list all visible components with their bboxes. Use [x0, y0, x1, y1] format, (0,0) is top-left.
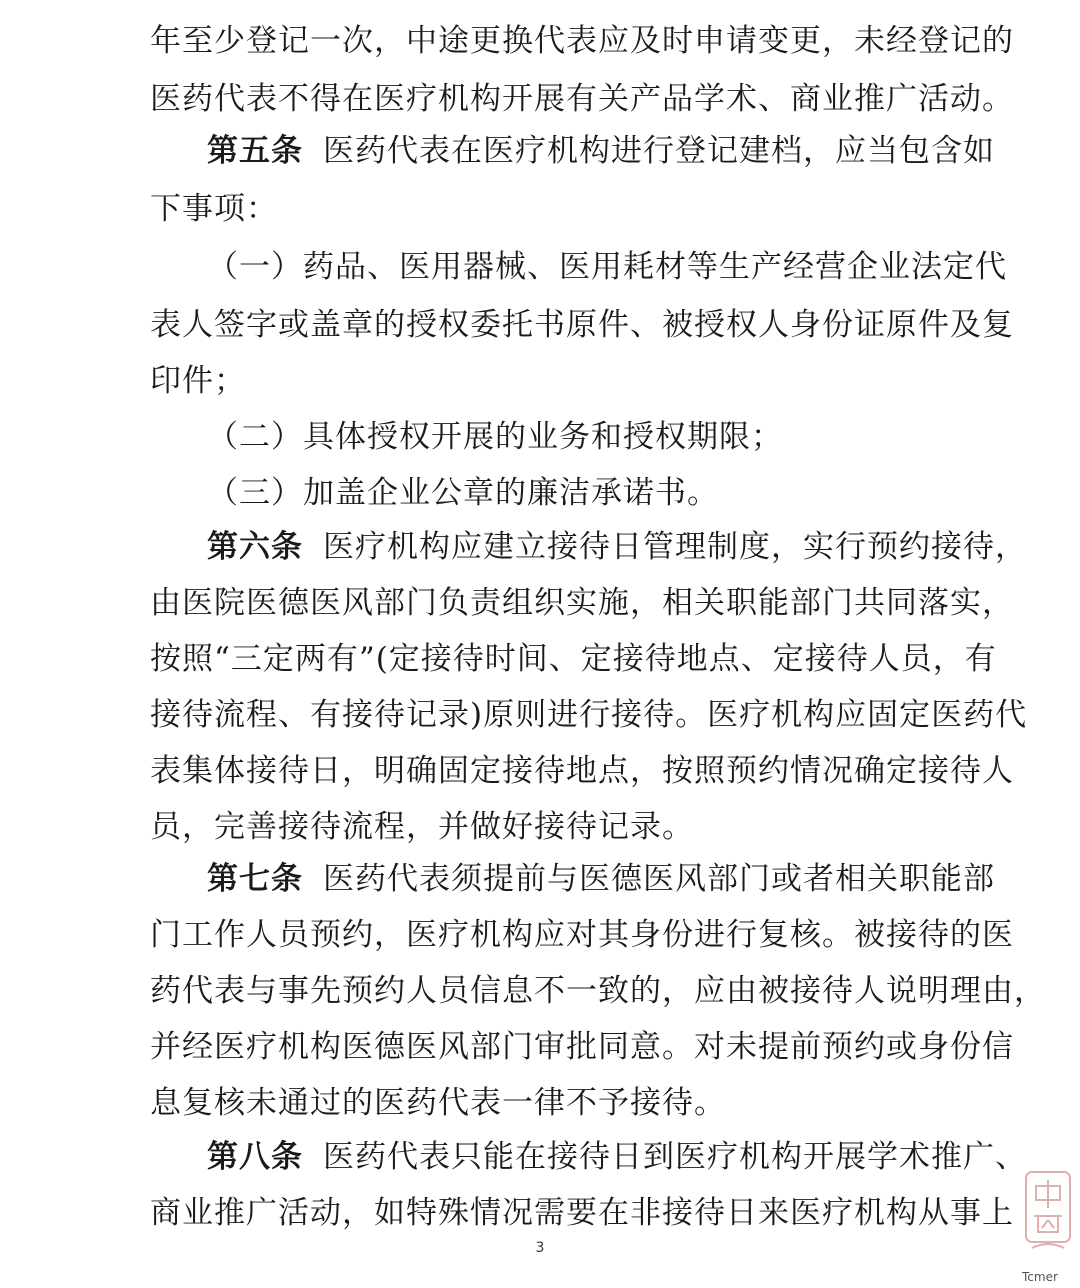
text-line: 接待流程、有接待记录)原则进行接待。医疗机构应固定医药代 — [150, 697, 1028, 733]
article-heading: 第八条 — [207, 1139, 303, 1175]
article-heading: 第七条 — [207, 861, 303, 897]
text-line: 医药代表须提前与医德医风部门或者相关职能部 — [323, 861, 995, 897]
text-line: 医药代表不得在医疗机构开展有关产品学术、商业推广活动。 — [150, 81, 1014, 117]
text-line: 息复核未通过的医药代表一律不予接待。 — [150, 1085, 726, 1121]
text-line: 年至少登记一次，中途更换代表应及时申请变更，未经登记的 — [150, 23, 1014, 59]
text-line: （一）药品、医用器械、医用耗材等生产经营企业法定代 — [207, 249, 1007, 285]
article-line — [207, 850, 995, 908]
watermark: Tcmer — [1022, 1270, 1058, 1284]
text-line: 医药代表在医疗机构进行登记建档，应当包含如 — [323, 133, 995, 169]
text-line: 表人签字或盖章的授权委托书原件、被授权人身份证原件及复 — [150, 307, 1014, 343]
text-line: 表集体接待日，明确固定接待地点，按照预约情况确定接待人 — [150, 753, 1014, 789]
text-line: （三）加盖企业公章的廉洁承诺书。 — [207, 475, 719, 511]
seal-logo — [1022, 1168, 1074, 1268]
text-line: （二）具体授权开展的业务和授权期限； — [207, 419, 783, 455]
article-heading: 第六条 — [207, 529, 303, 565]
article-line — [207, 122, 995, 180]
text-line: 医药代表只能在接待日到医疗机构开展学术推广、 — [323, 1139, 1027, 1175]
text-line: 医疗机构应建立接待日管理制度，实行预约接待， — [323, 529, 1027, 565]
text-line: 下事项： — [150, 191, 278, 227]
text-line: 门工作人员预约，医疗机构应对其身份进行复核。被接待的医 — [150, 917, 1014, 953]
text-line: 印件； — [150, 363, 246, 399]
page-number: 3 — [535, 1240, 545, 1256]
text-line: 药代表与事先预约人员信息不一致的，应由被接待人说明理由， — [150, 973, 1046, 1009]
text-line: 并经医疗机构医德医风部门审批同意。对未提前预约或身份信 — [150, 1029, 1014, 1065]
text-line: 由医院医德医风部门负责组织实施，相关职能部门共同落实， — [150, 585, 1014, 621]
article-line — [207, 518, 1027, 576]
text-line: 员，完善接待流程，并做好接待记录。 — [150, 809, 694, 845]
article-heading: 第五条 — [207, 133, 303, 169]
text-line: 商业推广活动，如特殊情况需要在非接待日来医疗机构从事上 — [150, 1195, 1014, 1231]
article-line — [207, 1128, 1027, 1186]
text-line: 按照“三定两有”(定接待时间、定接待地点、定接待人员，有 — [150, 641, 997, 677]
